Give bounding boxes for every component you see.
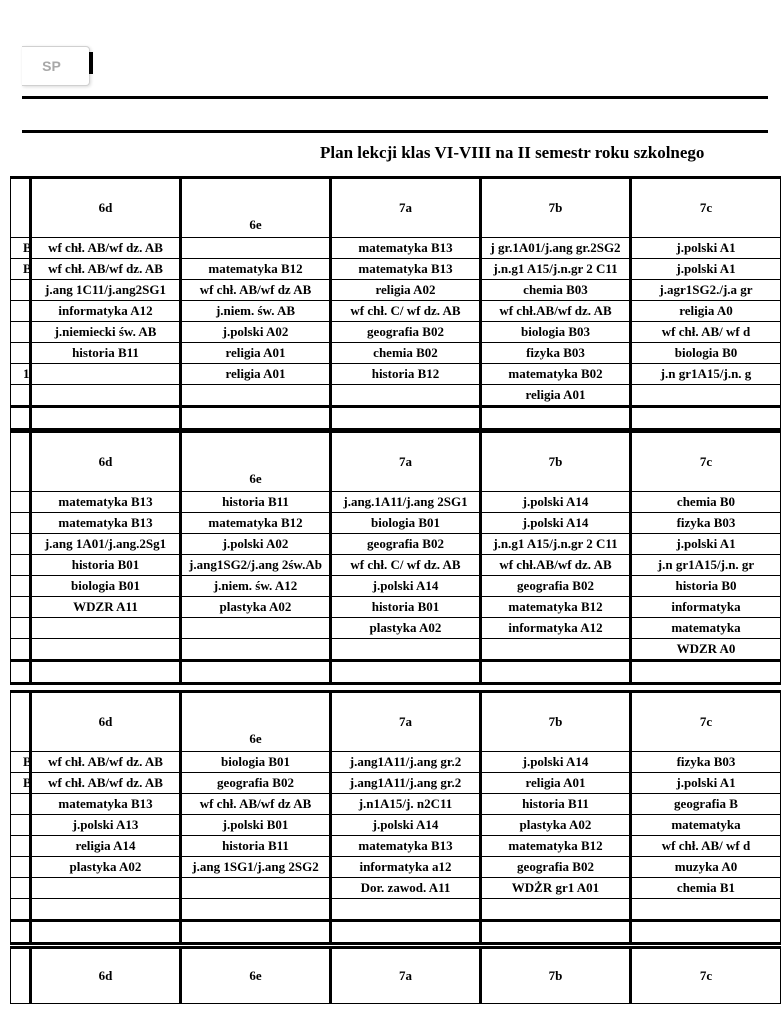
lesson-cell: chemia B02 (331, 343, 481, 364)
lesson-cell: fizyka B03 (631, 513, 781, 534)
lesson-row (11, 618, 781, 639)
lesson-cell: wf chł.AB/wf dz. AB (481, 555, 631, 576)
lesson-cell (181, 238, 331, 259)
class-header-6d: 6d (31, 432, 181, 492)
lesson-cell: biologia B03 (481, 322, 631, 343)
lesson-cell: j.polski A14 (481, 513, 631, 534)
class-header-6d: 6d (31, 692, 181, 752)
logo-divider (89, 52, 93, 74)
lesson-cell: WDZR A11 (31, 597, 181, 618)
lesson-row (11, 857, 781, 878)
lesson-cell (631, 661, 781, 684)
class-header-7c: 7c (631, 178, 781, 238)
lesson-cell: geografia B02 (331, 322, 481, 343)
lesson-cell: religia A14 (31, 836, 181, 857)
lesson-cell: fizyka B03 (481, 343, 631, 364)
lesson-row (11, 899, 781, 921)
lesson-row (11, 492, 781, 513)
lesson-cell: j.agr1SG2./j.a gr (631, 280, 781, 301)
lesson-cell: matematyka B12 (481, 836, 631, 857)
previous-column-cell (11, 343, 31, 364)
class-header-6e: 6e (181, 178, 331, 238)
lesson-cell: biologia B01 (331, 513, 481, 534)
lesson-cell (331, 921, 481, 944)
previous-column-cell (11, 878, 31, 899)
lesson-cell: j.polski A1 (631, 259, 781, 280)
lesson-cell: historia B11 (481, 794, 631, 815)
lesson-cell: j.niem. św. A12 (181, 576, 331, 597)
lesson-row (11, 513, 781, 534)
divider (22, 130, 768, 133)
lesson-cell: chemia B03 (481, 280, 631, 301)
lesson-cell (181, 639, 331, 661)
previous-column-cell (11, 492, 31, 513)
lesson-cell (331, 661, 481, 684)
sp-logo-button[interactable]: SP (22, 46, 90, 86)
lesson-row (11, 815, 781, 836)
lesson-row (11, 385, 781, 407)
class-header-7c: 7c (631, 948, 781, 1004)
lesson-cell: plastyka A02 (481, 815, 631, 836)
lesson-cell: chemia B1 (631, 878, 781, 899)
lesson-row (11, 280, 781, 301)
lesson-cell (31, 639, 181, 661)
previous-column-cell (11, 639, 31, 661)
lesson-cell: religia A02 (331, 280, 481, 301)
lesson-cell: plastyka A02 (331, 618, 481, 639)
lesson-cell: j.polski A14 (331, 576, 481, 597)
class-header-7b: 7b (481, 178, 631, 238)
lesson-row (11, 836, 781, 857)
lesson-row (11, 752, 781, 773)
lesson-cell: matematyka B13 (331, 836, 481, 857)
lesson-row (11, 639, 781, 661)
lesson-cell: j.ang1A11/j.ang gr.2 (331, 773, 481, 794)
lesson-cell: historia B11 (181, 836, 331, 857)
lesson-cell: j.n gr1A15/j.n. g (631, 364, 781, 385)
lesson-cell: religia A01 (181, 343, 331, 364)
lesson-cell: matematyka B13 (31, 794, 181, 815)
lesson-cell: j.polski A14 (481, 492, 631, 513)
lesson-cell: j.n gr1A15/j.n. gr (631, 555, 781, 576)
lesson-cell: historia B11 (181, 492, 331, 513)
lesson-cell: geografia B02 (331, 534, 481, 555)
class-header-6e: 6e (181, 948, 331, 1004)
lesson-cell: j.polski A13 (31, 815, 181, 836)
previous-column-cell: B (11, 238, 31, 259)
previous-column-cell (11, 661, 31, 684)
lesson-cell (181, 618, 331, 639)
class-header-7a: 7a (331, 948, 481, 1004)
lesson-cell: wf chł. AB/wf dz AB (181, 280, 331, 301)
lesson-cell: wf chł. AB/ wf d (631, 836, 781, 857)
class-header-row (11, 948, 781, 1004)
lesson-cell (31, 385, 181, 407)
lesson-row (11, 534, 781, 555)
lesson-row (11, 238, 781, 259)
lesson-cell: j.ang 1SG1/j.ang 2SG2 (181, 857, 331, 878)
lesson-cell (631, 407, 781, 430)
lesson-cell: chemia B0 (631, 492, 781, 513)
lesson-cell: matematyka B13 (31, 513, 181, 534)
lesson-cell (331, 899, 481, 921)
class-header-7a: 7a (331, 432, 481, 492)
lesson-cell: wf chł. AB/ wf d (631, 322, 781, 343)
previous-column-cell (11, 836, 31, 857)
lesson-cell: geografia B02 (481, 857, 631, 878)
lesson-cell: j.polski A1 (631, 238, 781, 259)
lesson-cell: biologia B0 (631, 343, 781, 364)
class-header-7a: 7a (331, 178, 481, 238)
lesson-cell: matematyka B13 (331, 259, 481, 280)
class-header-7b: 7b (481, 692, 631, 752)
lesson-cell: historia B01 (31, 555, 181, 576)
lesson-cell (31, 364, 181, 385)
lesson-cell (331, 639, 481, 661)
lesson-cell (31, 661, 181, 684)
lesson-cell: j.polski A1 (631, 773, 781, 794)
lesson-cell: j gr.1A01/j.ang gr.2SG2 (481, 238, 631, 259)
lesson-cell (181, 921, 331, 944)
lesson-cell: wf chł. AB/wf dz AB (181, 794, 331, 815)
class-header-row (11, 692, 781, 752)
lesson-cell: biologia B01 (31, 576, 181, 597)
timetable-block-3 (22, 690, 782, 945)
previous-column-cell (11, 857, 31, 878)
lesson-cell: matematyka B12 (181, 259, 331, 280)
previous-column-cell (11, 301, 31, 322)
lesson-row (11, 661, 781, 684)
class-header-6d: 6d (31, 948, 181, 1004)
lesson-cell (31, 407, 181, 430)
lesson-cell: j.polski A02 (181, 534, 331, 555)
lesson-cell: WDŻR gr1 A01 (481, 878, 631, 899)
previous-column-cell: 1 (11, 364, 31, 385)
lesson-cell: j.n1A15/j. n2C11 (331, 794, 481, 815)
lesson-cell: j.ang1SG2/j.ang 2św.Ab (181, 555, 331, 576)
lesson-cell (481, 639, 631, 661)
lesson-cell (481, 407, 631, 430)
lesson-row (11, 301, 781, 322)
lesson-row (11, 555, 781, 576)
lesson-cell: plastyka A02 (181, 597, 331, 618)
lesson-cell: matematyka B13 (331, 238, 481, 259)
lesson-cell: geografia B02 (481, 576, 631, 597)
lesson-cell: historia B01 (331, 597, 481, 618)
class-header-7c: 7c (631, 692, 781, 752)
lesson-cell: j.polski A1 (631, 534, 781, 555)
previous-column-cell (11, 597, 31, 618)
lesson-cell: wf chł. AB/wf dz. AB (31, 773, 181, 794)
class-header-7b: 7b (481, 432, 631, 492)
previous-column-cell: B (11, 752, 31, 773)
lesson-cell (481, 899, 631, 921)
header-cell (11, 692, 31, 752)
previous-column-cell (11, 899, 31, 921)
header-cell (11, 432, 31, 492)
lesson-cell: religia A01 (481, 773, 631, 794)
lesson-cell (631, 899, 781, 921)
lesson-cell: historia B11 (31, 343, 181, 364)
lesson-cell (181, 878, 331, 899)
timetable-block-2 (22, 430, 782, 685)
lesson-cell (31, 618, 181, 639)
lesson-cell: wf chł. AB/wf dz. AB (31, 259, 181, 280)
lesson-row (11, 407, 781, 430)
lesson-cell: matematyka B12 (181, 513, 331, 534)
lesson-cell: fizyka B03 (631, 752, 781, 773)
page-title: Plan lekcji klas VI-VIII na II semestr roku szkolnego (320, 143, 705, 162)
lesson-cell: wf chł. AB/wf dz. AB (31, 238, 181, 259)
lesson-row (11, 259, 781, 280)
lesson-row (11, 576, 781, 597)
lesson-cell (481, 921, 631, 944)
lesson-cell: wf chł. C/ wf dz. AB (331, 555, 481, 576)
lesson-cell: historia B0 (631, 576, 781, 597)
class-header-row (11, 178, 781, 238)
class-header-6e: 6e (181, 692, 331, 752)
previous-column-cell (11, 513, 31, 534)
lesson-cell: geografia B02 (181, 773, 331, 794)
previous-column-cell (11, 794, 31, 815)
lesson-cell: matematyka (631, 815, 781, 836)
lesson-cell: j.polski A14 (481, 752, 631, 773)
lesson-cell: j.ang1A11/j.ang gr.2 (331, 752, 481, 773)
class-header-7b: 7b (481, 948, 631, 1004)
header-cell (11, 948, 31, 1004)
lesson-cell: religia A01 (481, 385, 631, 407)
lesson-cell: biologia B01 (181, 752, 331, 773)
lesson-cell: j.ang.1A11/j.ang 2SG1 (331, 492, 481, 513)
previous-column-cell (11, 576, 31, 597)
previous-column-cell: B (11, 259, 31, 280)
previous-column-cell (11, 618, 31, 639)
lesson-cell: j.polski A14 (331, 815, 481, 836)
lesson-cell: j.n.g1 A15/j.n.gr 2 C11 (481, 534, 631, 555)
lesson-cell: j.ang 1A01/j.ang.2Sg1 (31, 534, 181, 555)
lesson-cell: muzyka A0 (631, 857, 781, 878)
lesson-cell: WDZR A0 (631, 639, 781, 661)
previous-column-cell (11, 921, 31, 944)
lesson-cell: j.ang 1C11/j.ang2SG1 (31, 280, 181, 301)
class-header-7a: 7a (331, 692, 481, 752)
previous-column-cell (11, 534, 31, 555)
header-cell (11, 178, 31, 238)
lesson-cell: informatyka A12 (481, 618, 631, 639)
lesson-cell (31, 921, 181, 944)
lesson-cell: religia A01 (181, 364, 331, 385)
timetable-block-1 (22, 176, 782, 431)
lesson-cell: j.polski A02 (181, 322, 331, 343)
lesson-cell: j.polski B01 (181, 815, 331, 836)
lesson-cell: informatyka (631, 597, 781, 618)
lesson-cell: wf chł. AB/wf dz. AB (31, 752, 181, 773)
divider (22, 96, 768, 99)
lesson-cell (31, 899, 181, 921)
timetable-block-4 (22, 946, 782, 1004)
lesson-cell: historia B12 (331, 364, 481, 385)
lesson-cell (181, 661, 331, 684)
previous-column-cell (11, 407, 31, 430)
lesson-cell: informatyka a12 (331, 857, 481, 878)
lesson-cell: j.niem. św. AB (181, 301, 331, 322)
lesson-cell: religia A0 (631, 301, 781, 322)
lesson-cell (481, 661, 631, 684)
lesson-row (11, 343, 781, 364)
previous-column-cell: B (11, 773, 31, 794)
class-header-7c: 7c (631, 432, 781, 492)
lesson-cell: wf chł. C/ wf dz. AB (331, 301, 481, 322)
lesson-cell: j.n.g1 A15/j.n.gr 2 C11 (481, 259, 631, 280)
lesson-cell: Dor. zawod. A11 (331, 878, 481, 899)
lesson-cell (631, 385, 781, 407)
lesson-cell: informatyka A12 (31, 301, 181, 322)
lesson-cell: matematyka (631, 618, 781, 639)
lesson-cell: geografia B (631, 794, 781, 815)
lesson-cell (181, 385, 331, 407)
lesson-cell: wf chł.AB/wf dz. AB (481, 301, 631, 322)
lesson-cell: matematyka B02 (481, 364, 631, 385)
lesson-cell: matematyka B13 (31, 492, 181, 513)
lesson-row (11, 878, 781, 899)
lesson-cell (631, 921, 781, 944)
lesson-cell: matematyka B12 (481, 597, 631, 618)
previous-column-cell (11, 385, 31, 407)
lesson-cell (181, 407, 331, 430)
lesson-row (11, 773, 781, 794)
lesson-cell: plastyka A02 (31, 857, 181, 878)
lesson-row (11, 364, 781, 385)
class-header-6d: 6d (31, 178, 181, 238)
lesson-cell (181, 899, 331, 921)
lesson-row (11, 794, 781, 815)
lesson-cell (331, 385, 481, 407)
lesson-row (11, 597, 781, 618)
lesson-row (11, 322, 781, 343)
class-header-row (11, 432, 781, 492)
previous-column-cell (11, 280, 31, 301)
previous-column-cell (11, 815, 31, 836)
lesson-cell: j.niemiecki św. AB (31, 322, 181, 343)
previous-column-cell (11, 555, 31, 576)
lesson-cell (331, 407, 481, 430)
previous-column-cell (11, 322, 31, 343)
lesson-row (11, 921, 781, 944)
lesson-cell (31, 878, 181, 899)
class-header-6e: 6e (181, 432, 331, 492)
